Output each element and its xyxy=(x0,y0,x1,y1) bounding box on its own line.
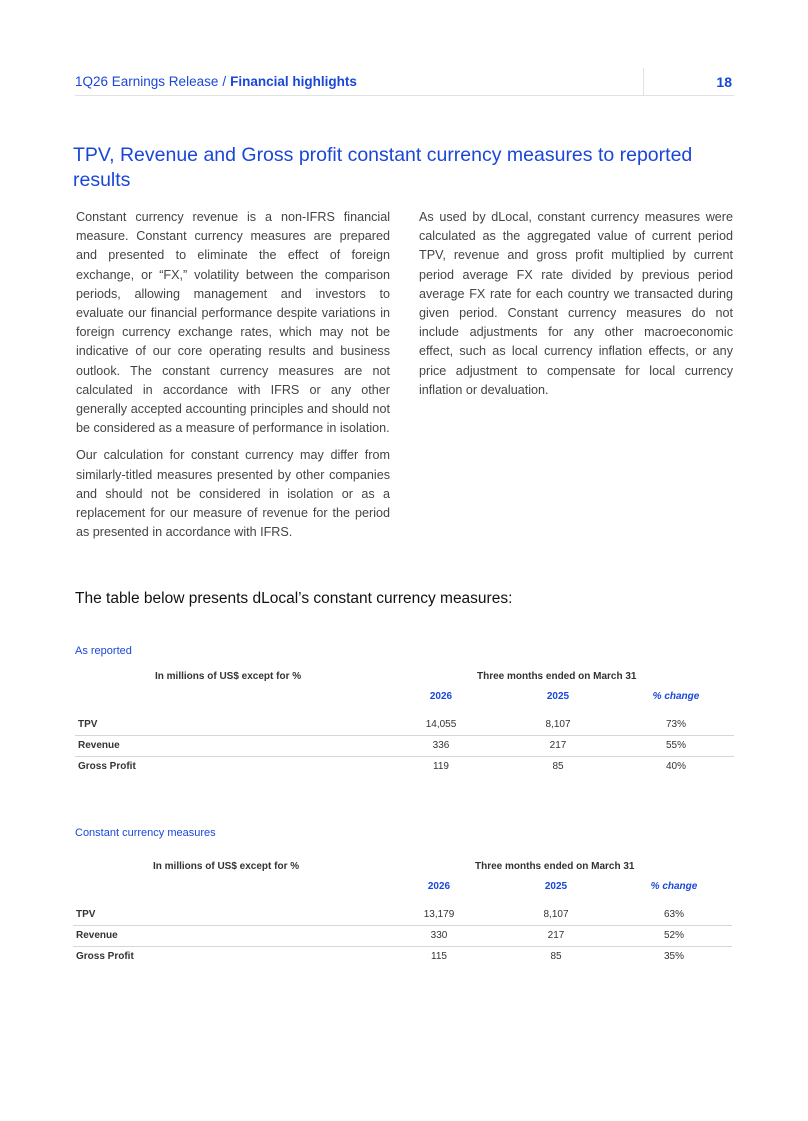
cell: 8,107 xyxy=(543,909,569,920)
row-label: TPV xyxy=(78,719,98,730)
document-name: 1Q26 Earnings Release xyxy=(75,74,219,89)
column-header-2026: 2026 xyxy=(429,691,453,702)
table-intro-heading: The table below presents dLocal’s constant currency measures: xyxy=(75,590,513,607)
table-row xyxy=(75,757,734,777)
row-label: TPV xyxy=(76,909,96,920)
column-header-2025: 2025 xyxy=(546,691,570,702)
column-header-change: % change xyxy=(652,691,700,702)
column-header-change: % change xyxy=(650,881,698,892)
left-text-column xyxy=(76,208,390,550)
cell: 217 xyxy=(549,740,567,751)
table-row xyxy=(73,926,732,947)
cell: 14,055 xyxy=(425,719,457,730)
cell: 119 xyxy=(433,761,449,772)
section-name: Financial highlights xyxy=(230,74,357,89)
unit-label: In millions of US$ except for % xyxy=(155,671,302,682)
cell: 40% xyxy=(665,761,686,772)
cell: 73% xyxy=(665,719,686,730)
period-label: Three months ended on March 31 xyxy=(477,671,637,682)
table-header xyxy=(75,671,734,691)
cell: 55% xyxy=(665,740,686,751)
cell: 85 xyxy=(550,951,562,962)
page-title: TPV, Revenue and Gross profit constant currency measures to reported results xyxy=(73,144,693,191)
table-row xyxy=(73,947,732,967)
row-label: Gross Profit xyxy=(76,951,134,962)
header-divider xyxy=(643,68,644,95)
cell: 330 xyxy=(430,930,448,941)
period-label: Three months ended on March 31 xyxy=(475,861,635,872)
cell: 85 xyxy=(552,761,564,772)
column-headers xyxy=(75,691,734,715)
constant-currency-table xyxy=(73,861,732,967)
cell: 52% xyxy=(663,930,684,941)
row-label: Revenue xyxy=(78,740,120,751)
row-label: Revenue xyxy=(76,930,118,941)
paragraph: Constant currency revenue is a non-IFRS financial measure. Constant currency measures are prepared and presented to eliminate the effect of foreign exchange, or “FX,” volatility between the comparison periods, allowing management and investors to evaluate our financial performance despite variations in foreign currency exchange rates, which may not be indicative of our core operating results and business outlook. The constant currency measures are not calculated in accordance with IFRS or any other generally accepted accounting principles and should not be considered as a measure of performance in isolation. xyxy=(76,210,390,436)
cell: 217 xyxy=(547,930,565,941)
paragraph: Our calculation for constant currency may differ from similarly-titled measures presented by other companies and should not be considered in isolation or as a replacement for our measure of revenue for the period as presented in accordance with IFRS. xyxy=(76,448,390,540)
column-header-2025: 2025 xyxy=(544,881,568,892)
cell: 35% xyxy=(663,951,684,962)
cell: 63% xyxy=(663,909,684,920)
table-caption-constant-currency: Constant currency measures xyxy=(75,827,216,839)
breadcrumb-separator: / xyxy=(222,74,227,89)
table-row xyxy=(75,736,734,757)
paragraph: As used by dLocal, constant currency measures were calculated as the aggregated value of current period TPV, revenue and gross profit multiplied by current period average FX rate divided by previous period average FX rate for each country we transacted during given period. Constant currency measures do not include adjustments for any other macroeconomic effect, such as local currency inflation effects, or any price adjustment to compensate for local currency inflation or devaluation. xyxy=(419,210,733,397)
column-headers xyxy=(73,881,732,905)
table-row xyxy=(73,905,732,926)
page-header xyxy=(75,68,734,96)
as-reported-table xyxy=(75,671,734,777)
page-number: 18 xyxy=(716,74,732,90)
breadcrumb xyxy=(75,74,357,89)
column-header-2026: 2026 xyxy=(427,881,451,892)
cell: 8,107 xyxy=(545,719,571,730)
right-text-column xyxy=(419,208,733,408)
table-caption-as-reported: As reported xyxy=(75,645,132,657)
cell: 115 xyxy=(431,951,447,962)
table-row xyxy=(75,715,734,736)
table-header xyxy=(73,861,732,881)
unit-label: In millions of US$ except for % xyxy=(153,861,300,872)
cell: 13,179 xyxy=(423,909,455,920)
row-label: Gross Profit xyxy=(78,761,136,772)
cell: 336 xyxy=(432,740,450,751)
